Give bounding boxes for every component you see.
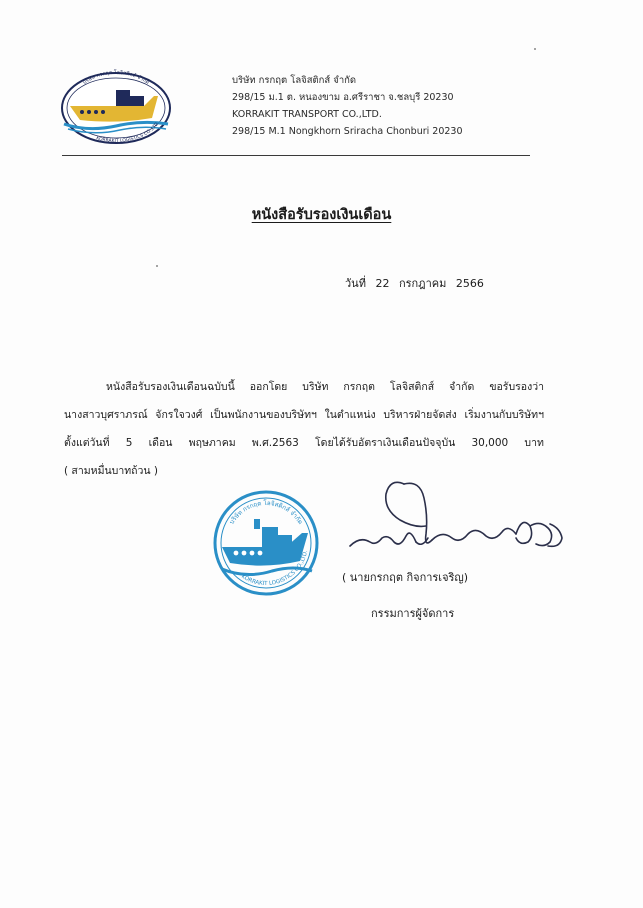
body-word: บริษัท bbox=[302, 381, 329, 393]
body-word: 30,000 bbox=[471, 437, 509, 449]
body-word: 5 bbox=[125, 437, 133, 449]
company-stamp bbox=[212, 489, 320, 597]
header-divider bbox=[62, 155, 530, 156]
svg-text:บริษัท กรกฤต โลจิสติกส์ จำกัด bbox=[228, 499, 303, 526]
body-word: จักรใจวงศ์ bbox=[155, 409, 203, 421]
body-word: บาท bbox=[524, 437, 544, 449]
body-word: หนังสือรับรองเงินเดือนฉบับนี้ bbox=[106, 381, 235, 393]
body-word: นางสาวบุศราภรณ์ bbox=[64, 409, 148, 421]
certificate-body bbox=[64, 373, 544, 485]
salary-in-words: ( สามหมื่นบาทถ้วน ) bbox=[64, 465, 159, 477]
body-line-2 bbox=[64, 401, 544, 429]
scan-speck bbox=[534, 48, 536, 50]
body-line-3 bbox=[64, 429, 544, 457]
body-word: บริหารฝ่ายจัดส่ง bbox=[383, 409, 457, 421]
logo-top-text: บริษัท กรกฤต โลจิสติกส์ จำกัด bbox=[81, 69, 151, 87]
body-word: โดยได้รับอัตราเงินเดือนปัจจุบัน bbox=[315, 437, 456, 449]
company-address-th: 298/15 ม.1 ต. หนองขาม อ.ศรีราชา จ.ชลบุรี 20230 bbox=[232, 92, 454, 103]
company-name-en: KORRAKIT TRANSPORT CO.,LTD. bbox=[232, 109, 382, 120]
date-month: กรกฎาคม bbox=[398, 277, 447, 290]
logo-bottom-text: KORRAKIT LOGISTICS CO.,LTD. bbox=[95, 121, 161, 145]
body-word: เริ่มงานกับบริษัทฯ bbox=[464, 409, 544, 421]
body-word: ออกโดย bbox=[249, 381, 288, 393]
document-title-text: หนังสือรับรองเงินเดือน bbox=[251, 207, 392, 223]
company-logo bbox=[58, 66, 174, 146]
signer-name: ( นายกรกฤต กิจการเจริญ) bbox=[342, 571, 469, 584]
body-word: กรกฤต bbox=[343, 381, 375, 393]
company-name-th: บริษัท กรกฤต โลจิสติกส์ จำกัด bbox=[232, 75, 357, 86]
stamp-bottom-text: KORRAKIT LOGISTICS CO.,LTD. bbox=[240, 549, 310, 588]
date-year: 2566 bbox=[455, 277, 484, 290]
stamp-top-text: บริษัท กรกฤต โลจิสติกส์ จำกัด bbox=[228, 499, 304, 526]
date-label: วันที่ bbox=[345, 277, 366, 290]
signer-title: กรรมการผู้จัดการ bbox=[371, 607, 455, 620]
document-date bbox=[345, 274, 490, 292]
body-word: พ.ศ.2563 bbox=[251, 437, 299, 449]
scan-speck bbox=[156, 265, 158, 267]
body-word: เป็นพนักงานของบริษัทฯ bbox=[210, 409, 317, 421]
body-word: โลจิสติกส์ bbox=[389, 381, 435, 393]
handwritten-signature bbox=[344, 476, 568, 568]
body-word: ในตำแหน่ง bbox=[324, 409, 376, 421]
body-word: เดือน bbox=[148, 437, 173, 449]
body-word: ตั้งแต่วันที่ bbox=[64, 437, 110, 449]
company-info bbox=[232, 72, 463, 140]
body-word: ขอรับรองว่า bbox=[489, 381, 544, 393]
body-word: พฤษภาคม bbox=[188, 437, 236, 449]
document-title bbox=[0, 203, 643, 226]
body-line-1 bbox=[64, 373, 544, 401]
body-word: จำกัด bbox=[449, 381, 475, 393]
company-address-en: 298/15 M.1 Nongkhorn Sriracha Chonburi 20230 bbox=[232, 126, 463, 137]
date-day: 22 bbox=[375, 277, 390, 290]
